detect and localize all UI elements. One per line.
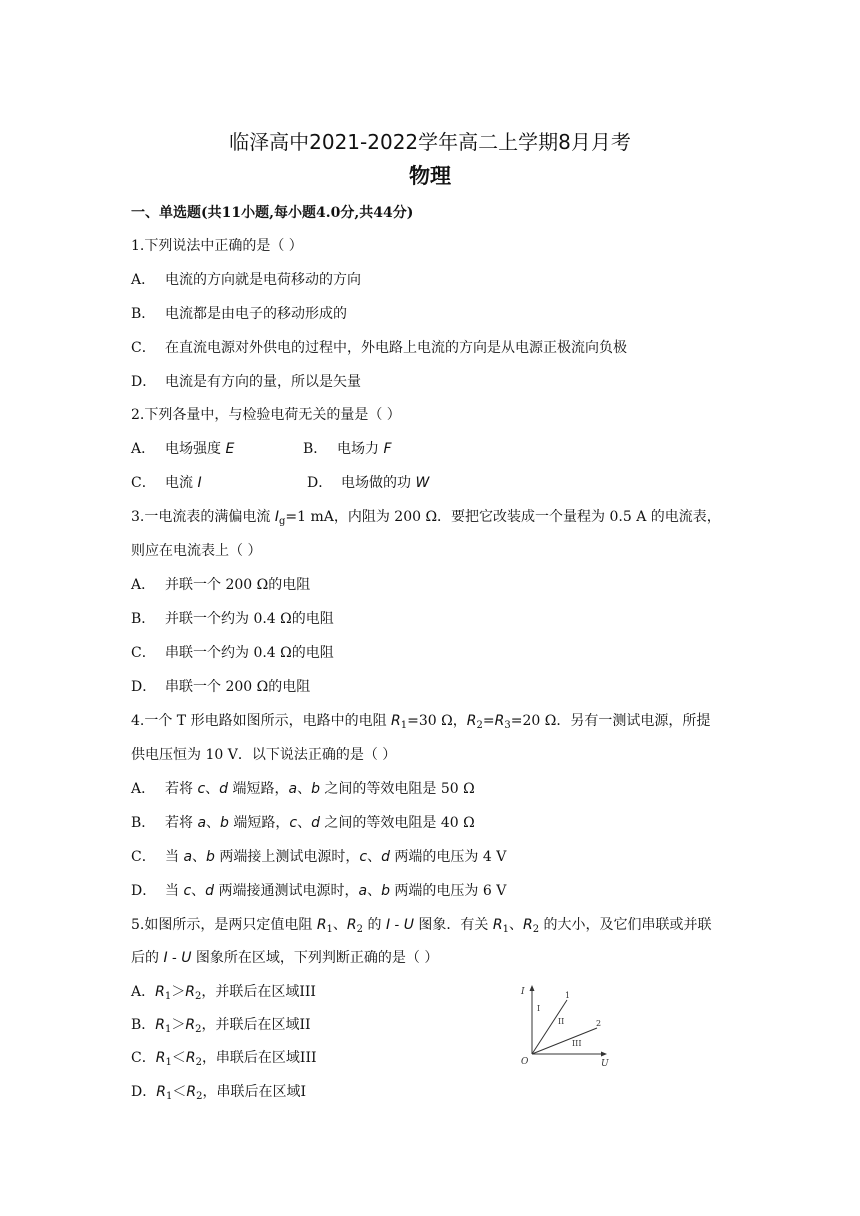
line-1-label: 1 bbox=[565, 991, 571, 1000]
symbol-b: b bbox=[311, 781, 320, 797]
q3-option-d bbox=[131, 677, 310, 697]
option-label: A． bbox=[131, 441, 156, 457]
subscript: 1 bbox=[502, 924, 509, 935]
q3-option-b bbox=[131, 609, 334, 629]
text: - bbox=[167, 950, 182, 966]
symbol-d: d bbox=[219, 781, 229, 797]
text: 图象所在区域，下列判断正确的是（ ） bbox=[191, 950, 439, 966]
text: ，串联后在区域I bbox=[202, 1084, 306, 1100]
symbol-e: E bbox=[225, 441, 235, 457]
q1-option-d bbox=[131, 372, 361, 392]
symbol-c: c bbox=[197, 781, 206, 797]
option-label: C． bbox=[131, 340, 156, 356]
option-label: A． bbox=[131, 984, 156, 1000]
symbol-b: b bbox=[381, 883, 390, 899]
option-text: 电场力 bbox=[337, 441, 384, 457]
symbol-u: U bbox=[181, 950, 192, 966]
q4-stem-line1 bbox=[131, 711, 710, 736]
text: 的大小，及它们串联或并联 bbox=[539, 917, 712, 933]
text: 5.如图所示，是两只定值电阻 bbox=[131, 917, 317, 933]
symbol-u: U bbox=[403, 917, 414, 933]
text: 两端的电压为 4 V bbox=[389, 849, 507, 865]
q3-stem-line2: 则应在电流表上（ ） bbox=[131, 543, 262, 559]
q4-option-d bbox=[131, 881, 506, 901]
region-3-label: III bbox=[572, 1039, 582, 1048]
subscript: 1 bbox=[165, 1091, 173, 1102]
text: ＞ bbox=[171, 1017, 186, 1033]
option-text: 并联一个 200 Ω的电阻 bbox=[165, 577, 311, 593]
option-text: 电场强度 bbox=[165, 441, 226, 457]
option-text: 在直流电源对外供电的过程中，外电路上电流的方向是从电源正极流向负极 bbox=[165, 340, 627, 356]
text: 后的 bbox=[131, 950, 164, 966]
option-label: A． bbox=[131, 577, 156, 593]
subscript: 2 bbox=[476, 720, 483, 731]
subscript: 3 bbox=[504, 720, 511, 731]
text: 两端的电压为 6 V bbox=[389, 883, 507, 899]
option-label: D． bbox=[131, 679, 157, 695]
option-label: C． bbox=[131, 1050, 156, 1066]
symbol-r: R bbox=[492, 917, 503, 933]
subscript: 1 bbox=[164, 991, 172, 1002]
text: 两端接上测试电源时， bbox=[214, 849, 360, 865]
option-label: B． bbox=[131, 306, 156, 322]
q5-option-c bbox=[131, 1048, 317, 1073]
option-label: B． bbox=[131, 815, 156, 831]
symbol-r: R bbox=[185, 1050, 196, 1066]
symbol-b: b bbox=[206, 849, 215, 865]
q5-stem-line1 bbox=[131, 915, 712, 940]
line-2-label: 2 bbox=[596, 1019, 602, 1028]
origin-label: O bbox=[521, 1057, 529, 1067]
option-label: B． bbox=[303, 441, 328, 457]
option-label: C． bbox=[131, 645, 156, 661]
symbol-c: c bbox=[183, 883, 192, 899]
option-text: 串联一个约为 0.4 Ω的电阻 bbox=[165, 645, 334, 661]
text: 、 bbox=[367, 883, 382, 899]
q2-options-cd bbox=[131, 473, 430, 493]
x-axis-arrow bbox=[601, 1052, 607, 1057]
option-label: A． bbox=[131, 272, 156, 288]
text: 、 bbox=[332, 917, 347, 933]
symbol-a: a bbox=[358, 883, 368, 899]
q3-option-c bbox=[131, 643, 334, 663]
symbol-c: c bbox=[359, 849, 368, 865]
text: 若将 bbox=[165, 815, 198, 831]
text: 3.一电流表的满偏电流 bbox=[131, 509, 275, 525]
option-label: B． bbox=[131, 611, 156, 627]
text: 、 bbox=[508, 917, 523, 933]
region-1-label: I bbox=[537, 1004, 541, 1013]
symbol-r: R bbox=[185, 984, 195, 1000]
symbol-d: d bbox=[381, 849, 390, 865]
q2-option-d bbox=[307, 473, 429, 493]
q1-option-a bbox=[131, 270, 361, 290]
text: 、 bbox=[205, 781, 220, 797]
text: 当 bbox=[165, 883, 184, 899]
option-label: D． bbox=[131, 883, 157, 899]
text: ，串联后在区域III bbox=[201, 1050, 317, 1066]
q3-option-a bbox=[131, 575, 310, 595]
option-label: D． bbox=[131, 1084, 157, 1100]
iu-graph bbox=[512, 980, 614, 1068]
text: =30 Ω， bbox=[407, 713, 467, 729]
text: 4.一个 T 形电路如图所示，电路中的电阻 bbox=[131, 713, 392, 729]
q1-stem: 1.下列说法中正确的是（ ） bbox=[131, 238, 303, 254]
symbol-i: I bbox=[197, 475, 202, 491]
q3-stem-line1 bbox=[131, 507, 721, 532]
symbol-a: a bbox=[183, 849, 193, 865]
option-text: 电流的方向就是电荷移动的方向 bbox=[165, 272, 361, 288]
symbol-r: R bbox=[346, 917, 357, 933]
text: 、 bbox=[297, 781, 312, 797]
exam-title: 临泽高中2021-2022学年高二上学期8月月考 bbox=[229, 130, 631, 154]
q2-stem: 2.下列各量中，与检验电荷无关的量是（ ） bbox=[131, 407, 401, 423]
text: 的 bbox=[363, 917, 386, 933]
region-2-label: II bbox=[558, 1017, 565, 1026]
text: ＞ bbox=[171, 984, 186, 1000]
subscript: 2 bbox=[195, 1057, 202, 1068]
text: ，并联后在区域III bbox=[201, 984, 316, 1000]
option-label: C． bbox=[131, 475, 156, 491]
symbol-b: b bbox=[220, 815, 229, 831]
symbol-r: R bbox=[494, 713, 505, 729]
q1-option-c bbox=[131, 338, 627, 358]
symbol-i: I bbox=[385, 917, 391, 933]
section-heading: 一、单选题(共11小题,每小题4.0分,共44分) bbox=[131, 205, 414, 221]
x-axis-label: U bbox=[601, 1059, 609, 1068]
symbol-r: R bbox=[155, 984, 165, 1000]
text: =1 mA，内阻为 200 Ω．要把它改装成一个量程为 0.5 A 的电流表， bbox=[285, 509, 721, 525]
subscript: 2 bbox=[195, 1024, 202, 1035]
symbol-d: d bbox=[205, 883, 215, 899]
line-2 bbox=[532, 1028, 597, 1054]
symbol-a: a bbox=[288, 781, 298, 797]
text: 、 bbox=[206, 815, 221, 831]
symbol-r: R bbox=[155, 1050, 166, 1066]
subscript: 1 bbox=[326, 924, 333, 935]
option-text: 电场做的功 bbox=[341, 475, 416, 491]
symbol-r: R bbox=[391, 713, 401, 729]
q4-option-c bbox=[131, 847, 506, 867]
subscript: 1 bbox=[400, 720, 408, 731]
text: 端短路， bbox=[228, 781, 289, 797]
q1-option-b bbox=[131, 304, 347, 324]
text: ＜ bbox=[172, 1084, 187, 1100]
text: 两端接通测试电源时， bbox=[214, 883, 359, 899]
q5-option-d bbox=[131, 1082, 306, 1107]
text: 图象．有关 bbox=[413, 917, 493, 933]
y-axis-label: I bbox=[521, 987, 525, 997]
text: = bbox=[482, 713, 495, 729]
subscript: 2 bbox=[532, 924, 540, 935]
symbol-d: d bbox=[311, 815, 320, 831]
q2-options-ab bbox=[131, 439, 392, 459]
text: ＜ bbox=[171, 1050, 186, 1066]
symbol-r: R bbox=[185, 1017, 196, 1033]
option-text: 串联一个 200 Ω的电阻 bbox=[165, 679, 311, 695]
subject-title: 物理 bbox=[409, 164, 451, 188]
option-text: 电流是有方向的量，所以是矢量 bbox=[165, 374, 361, 390]
option-label: C． bbox=[131, 849, 156, 865]
q4-option-b bbox=[131, 813, 475, 833]
text: 之间的等效电阻是 40 Ω bbox=[319, 815, 475, 831]
symbol-a: a bbox=[197, 815, 207, 831]
option-label: A． bbox=[131, 781, 156, 797]
q5-stem-line2 bbox=[131, 948, 438, 968]
symbol-r: R bbox=[155, 1017, 166, 1033]
symbol-w: W bbox=[415, 475, 430, 491]
subscript: 1 bbox=[165, 1057, 172, 1068]
y-axis-arrow bbox=[530, 985, 535, 991]
symbol-r: R bbox=[316, 917, 327, 933]
text: 、 bbox=[297, 815, 312, 831]
symbol-f: F bbox=[383, 441, 392, 457]
symbol-i: I bbox=[163, 950, 168, 966]
option-label: B． bbox=[131, 1017, 156, 1033]
subscript: g bbox=[278, 516, 286, 527]
subscript: 2 bbox=[196, 1091, 203, 1102]
subscript: 2 bbox=[194, 991, 202, 1002]
text: 若将 bbox=[165, 781, 198, 797]
text: 、 bbox=[192, 849, 207, 865]
symbol-r: R bbox=[156, 1084, 166, 1100]
subscript: 1 bbox=[165, 1024, 172, 1035]
subscript: 2 bbox=[356, 924, 364, 935]
option-text: 电流都是由电子的移动形成的 bbox=[165, 306, 347, 322]
text: 端短路， bbox=[228, 815, 290, 831]
symbol-i: I bbox=[274, 509, 279, 525]
option-text: 并联一个约为 0.4 Ω的电阻 bbox=[165, 611, 334, 627]
text: ，并联后在区域II bbox=[201, 1017, 311, 1033]
q5-option-b bbox=[131, 1015, 311, 1040]
symbol-r: R bbox=[466, 713, 477, 729]
symbol-c: c bbox=[289, 815, 298, 831]
q4-stem-line2: 供电压恒为 10 V．以下说法正确的是（ ） bbox=[131, 747, 397, 763]
text: - bbox=[390, 917, 404, 933]
q5-option-a bbox=[131, 982, 316, 1007]
text: 、 bbox=[367, 849, 382, 865]
option-label: D． bbox=[131, 374, 157, 390]
symbol-r: R bbox=[522, 917, 533, 933]
text: 、 bbox=[191, 883, 206, 899]
q2-option-b bbox=[303, 439, 392, 459]
text: =20 Ω．另有一测试电源，所提 bbox=[510, 713, 711, 729]
text: 当 bbox=[165, 849, 184, 865]
option-text: 电流 bbox=[165, 475, 198, 491]
q4-option-a bbox=[131, 779, 475, 799]
option-label: D． bbox=[307, 475, 333, 491]
text: 之间的等效电阻是 50 Ω bbox=[319, 781, 475, 797]
symbol-r: R bbox=[186, 1084, 197, 1100]
